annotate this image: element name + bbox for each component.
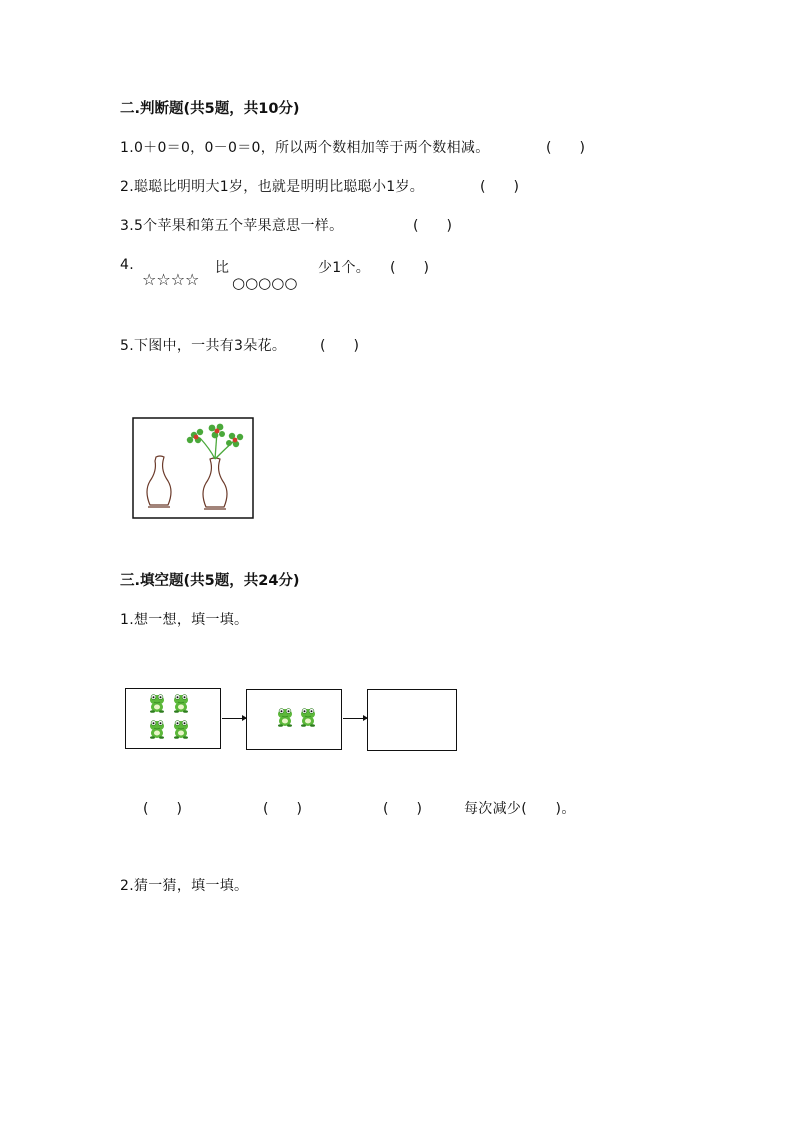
answer-blank-2-2[interactable]: ( ) [480,179,519,195]
answer-blank-2-3[interactable]: ( ) [413,218,452,234]
arrow-icon [222,718,246,719]
frog-box-3-empty [367,689,457,751]
frog-group-2 [247,690,340,748]
question-2-3: 3.5个苹果和第五个苹果意思一样。 [120,218,344,234]
frog-icon [278,709,292,727]
vase-flower-image [130,415,256,521]
answer-blank-2-1[interactable]: ( ) [546,140,585,156]
question-2-1: 1.0＋0＝0，0－0＝0，所以两个数相加等于两个数相减。 [120,140,490,156]
question-3-1: 1.想一想，填一填。 [120,612,249,628]
frog-icon [150,721,164,739]
frog-box-2 [246,689,342,750]
question-3-2: 2.猜一猜，填一填。 [120,878,249,894]
frog-icon [150,695,164,713]
question-2-2: 2.聪聪比明明大1岁，也就是明明比聪聪小1岁。 [120,179,425,195]
answer-blank-2-4[interactable]: ( ) [390,260,429,276]
blank-3-1-c[interactable]: ( ) [383,801,422,817]
stars-group: ☆☆☆☆ [142,270,200,289]
frog-group-4 [126,689,219,747]
blank-3-1-b[interactable]: ( ) [263,801,302,817]
question-2-5: 5.下图中，一共有3朵花。 [120,338,287,354]
vase-flower-drawing [130,415,256,521]
arrow-icon [343,718,367,719]
frog-icon [174,721,188,739]
section-3-title: 三.填空题(共5题，共24分) [120,573,300,589]
decrease-each-time: 每次减少( )。 [464,801,576,817]
frog-box-1 [125,688,221,749]
answer-blank-2-5[interactable]: ( ) [320,338,359,354]
question-2-4-number: 4. [120,257,134,273]
frog-icon [174,695,188,713]
question-2-4-tail: 少1个。 [318,260,371,276]
compare-word: 比 [215,260,230,276]
frog-icon [301,709,315,727]
section-2-title: 二.判断题(共5题，共10分) [120,101,300,117]
circles-group: ○○○○○ [232,274,298,292]
blank-3-1-a[interactable]: ( ) [143,801,182,817]
